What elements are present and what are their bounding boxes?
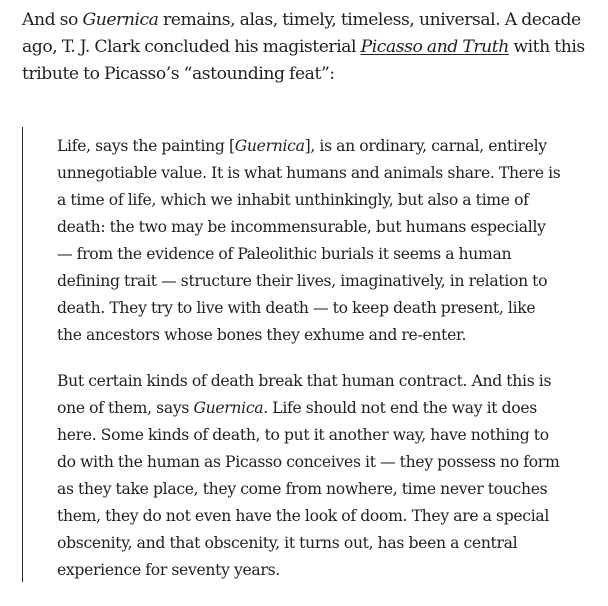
- book-title-link[interactable]: Picasso and Truth: [360, 37, 509, 57]
- quote-paragraph-2: [23, 368, 562, 584]
- intro-text-1: And so: [22, 10, 83, 30]
- quote-p2-after: . Life should not end the way it does here. Some kinds of death, to put it another way, have nothing to do with the human as Picasso conceives it — they possess no form as they take place, they come from nowhere, time never touches them, they do not even have the look of doom. They are a special obscenity, and that obscenity, it turns out, has been a central experience for seventy years.: [57, 399, 560, 579]
- intro-text-2: remains, alas, timely, timeless, universal. A decade ago, T. J. Clark concluded his magisterial: [22, 10, 581, 57]
- quote-p2-emph: Guernica: [193, 399, 264, 417]
- quote-p1-after: ], is an ordinary, carnal, entirely unnegotiable value. It is what humans and animals share. There is a time of life, which we inhabit unthinkingly, but also a time of death: the two may be incommensurable, but humans especially — from the evidence of Paleolithic burials it seems a human defining trait — structure their lives, imaginatively, in relation to death. They try to live with death — to keep death present, like the ancestors whose bones they exhume and re-enter.: [57, 137, 561, 344]
- intro-paragraph: [22, 7, 602, 88]
- quote-p2-before: But certain kinds of death break that human contract. And this is one of them, says: [57, 372, 552, 417]
- quote-paragraph-1: [23, 133, 562, 349]
- intro-work-title: Guernica: [82, 10, 159, 30]
- quote-p1-before: Life, says the painting [: [57, 137, 235, 155]
- quote-p1-emph: Guernica: [234, 137, 305, 155]
- block-quote: [22, 127, 595, 582]
- intro-text-3: with this tribute to Picasso’s “astounding feat”:: [22, 37, 585, 84]
